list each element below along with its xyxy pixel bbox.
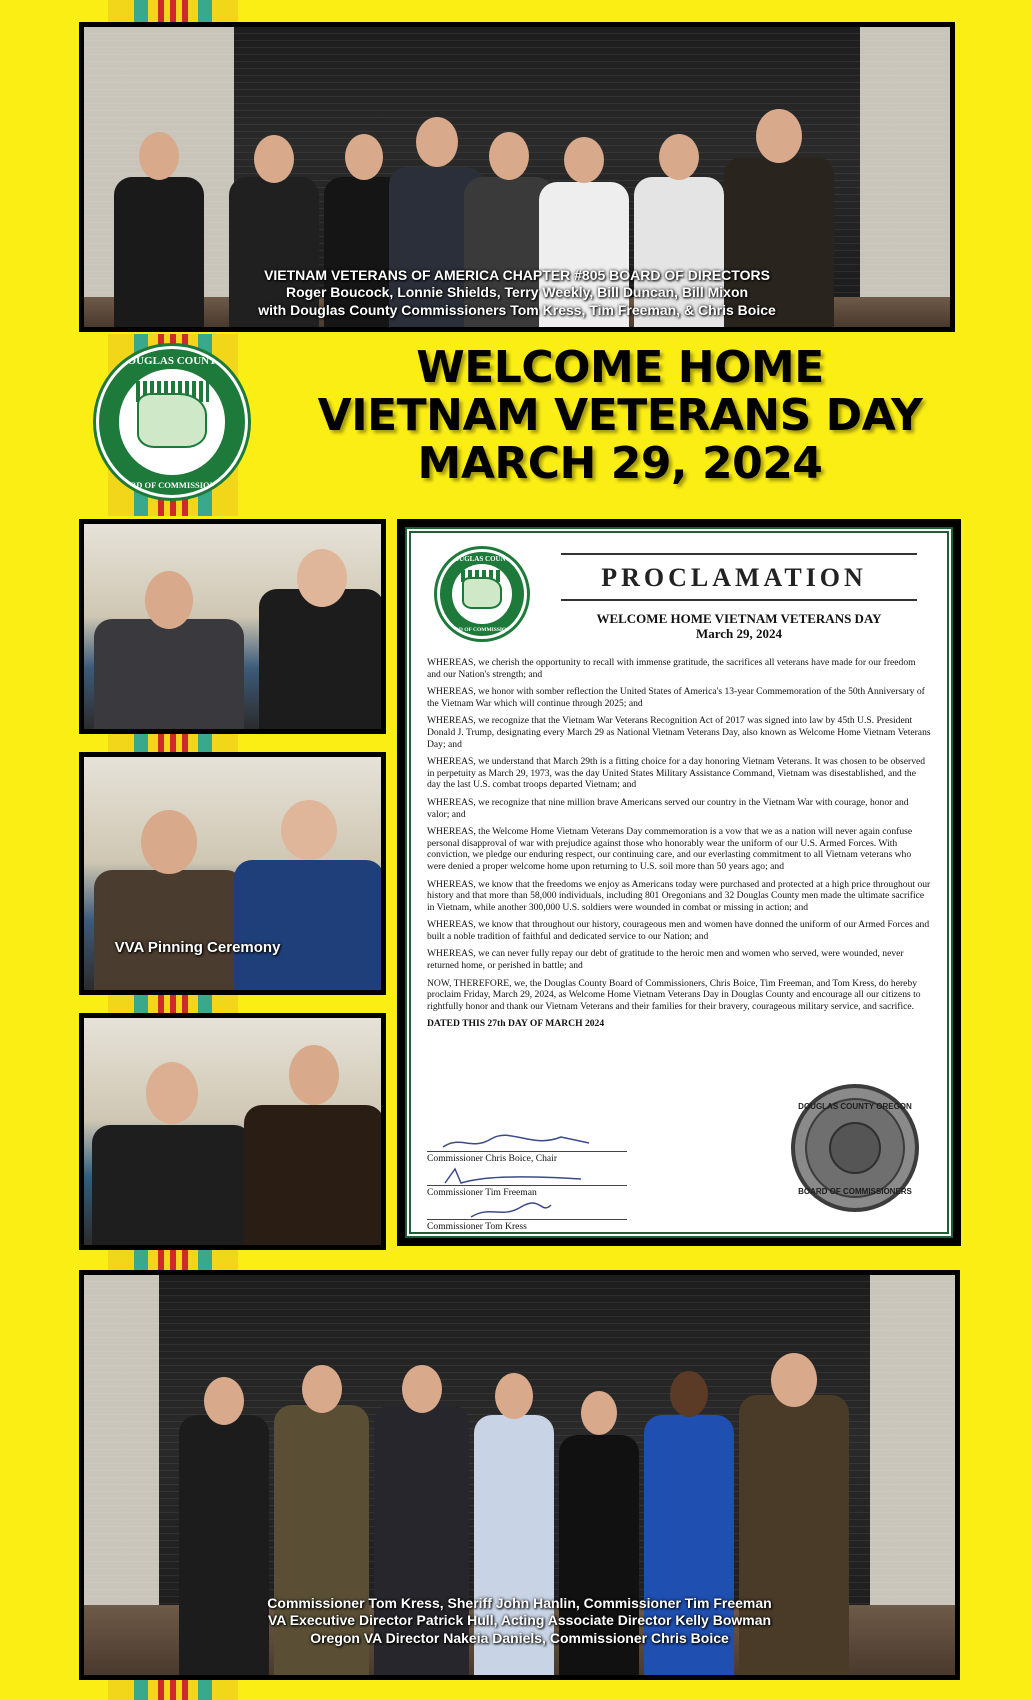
officials-caption-line-2: VA Executive Director Patrick Hull, Acting Associate Director Kelly Bowman — [267, 1612, 772, 1628]
headline-line-2: VIETNAM VETERANS DAY — [317, 390, 923, 441]
proclamation-paragraph: WHEREAS, the Welcome Home Vietnam Veterans Day commemoration is a vow that we as a nation will never again confuse personal disapproval of war with prejudice against those who honorably wear the uniform of our U.S. Armed Forces. With conviction, we pledge our enduring respect, our continuing care, and our everlasting commitment to all Vietnam veterans who were denied a proper welcome home upon returning to U.S. soil more than 50 years ago; and — [427, 826, 913, 872]
board-caption-line-2: Roger Boucock, Lonnie Shields, Terry Weekly, Bill Duncan, Bill Mixon — [285, 284, 749, 300]
proclamation-county-seal — [437, 549, 527, 639]
procl-seal-bottom-text: BOARD OF COMMISSIONERS — [442, 627, 522, 633]
board-caption-line-3: with Douglas County Commissioners Tom Kress, Tim Freeman, & Chris Boice — [258, 301, 776, 318]
officials-caption-line-1: Commissioner Tom Kress, Sheriff John Hanlin, Commissioner Tim Freeman — [267, 1594, 772, 1611]
douglas-county-seal — [96, 346, 248, 498]
ribbon-gap-3 — [108, 1250, 248, 1270]
proclamation-frame — [397, 519, 961, 1246]
proclamation-paragraph: WHEREAS, we know that throughout our history, courageous men and women have donned the uniform of our Armed Forces and built a noble tradition of faithful and dedicated service to our Nation; and — [427, 919, 930, 942]
proclamation-paragraph: WHEREAS, we recognize that nine million brave Americans served our country in the Vietnam War with courage, honor and valor; and — [427, 796, 909, 820]
proclamation-paragraph: NOW, THEREFORE, we, the Douglas County Board of Commissioners, Chris Boice, Tim Freeman, and Tom Kress, do hereby proclaim Friday, March 29, 2024, as Welcome Home Vietnam Veterans Day in Douglas County and encourage all our citizens to rightfully honor and thank our Vietnam Veterans and their families for their bravery, courageous military service, and sacrifice. — [427, 977, 921, 1012]
pinning-photo-2 — [79, 752, 386, 995]
officials-group-photo — [79, 1270, 960, 1680]
proclamation-paragraph: WHEREAS, we recognize that the Vietnam War Veterans Recognition Act of 2017 was signed into law by 45th U.S. President Donald J. Trump, designating every March 29 as National Vietnam Veterans Day, also known as Welcome Home Vietnam Veterans Day; and — [427, 715, 931, 750]
proclamation-paragraph: WHEREAS, we cherish the opportunity to recall with immense gratitude, the sacrifices all veterans have made for our freedom and our Nation's strength; and — [427, 657, 916, 680]
board-of-directors-photo — [79, 22, 955, 332]
proclamation-document — [405, 527, 953, 1238]
signature-scrawl-1 — [441, 1133, 591, 1151]
signature-freeman: Commissioner Tim Freeman — [427, 1185, 627, 1198]
proclamation-paragraph: WHEREAS, we honor with somber reflection the United States of America's 13-year Commemoration of the 50th Anniversary of the Vietnam War which will continue through 2025; and — [427, 686, 925, 709]
pinning-photo-3 — [79, 1013, 386, 1250]
signature-kress: Commissioner Tom Kress — [427, 1219, 627, 1232]
proclamation-dated: DATED THIS 27th DAY OF MARCH 2024 — [427, 1018, 605, 1030]
proclamation-paragraph: WHEREAS, we know that the freedoms we enjoy as Americans today were purchased and protected at a high price throughout our history and that more than 58,000 individuals, including 801 Oregonians and 32 Douglas County men made the ultimate sacrifice in Vietnam, while another 300,000 U.S. soldiers were wounded in combat or missing in action; and — [427, 878, 931, 913]
pinning-photo-1 — [79, 519, 386, 734]
page-title — [260, 344, 980, 488]
officials-photo-caption — [84, 1595, 955, 1648]
proclamation-subtitle — [561, 611, 917, 641]
headline-line-1: WELCOME HOME — [416, 342, 824, 393]
big-seal-top-text: DOUGLAS COUNTY OREGON — [798, 1102, 912, 1111]
signature-scrawl-3 — [441, 1201, 591, 1219]
ribbon-top — [108, 0, 248, 22]
proclamation-body — [427, 657, 931, 1036]
signature-scrawl-2 — [441, 1167, 591, 1185]
proclamation-subtitle-text: WELCOME HOME VIETNAM VETERANS DAY — [596, 611, 882, 626]
board-photo-caption — [84, 267, 950, 320]
ribbon-gap-1 — [108, 734, 248, 752]
oregon-county-seal — [791, 1084, 919, 1212]
seal-bottom-text: BOARD OF COMMISSIONERS — [111, 480, 233, 490]
proclamation-title: PROCLAMATION — [601, 563, 867, 592]
big-seal-bottom-text: BOARD OF COMMISSIONERS — [798, 1187, 912, 1196]
seal-top-text: DOUGLAS COUNTY — [119, 355, 225, 367]
officials-caption-line-3: Oregon VA Director Nakeia Daniels, Commissioner Chris Boice — [310, 1629, 729, 1646]
proclamation-paragraph: WHEREAS, we understand that March 29th is a fitting choice for a day honoring Vietnam Veterans. It was chosen to be observed in perpetuity as March 29, 1973, was the day United States Military Assistance Command, Vietnam was disestablished, and the day the last U.S. combat troops departed Vietnam; and — [427, 756, 926, 791]
headline-line-3: MARCH 29, 2024 — [417, 438, 823, 489]
proclamation-date: March 29, 2024 — [695, 626, 783, 641]
proclamation-paragraph: WHEREAS, we can never fully repay our debt of gratitude to the heroic men and women who served, were wounded, never returned home, or perished in battle; and — [427, 948, 904, 972]
signature-chair: Commissioner Chris Boice, Chair — [427, 1151, 627, 1164]
ribbon-gap-2 — [108, 995, 248, 1013]
board-caption-line-1: VIETNAM VETERANS OF AMERICA CHAPTER #805 BOARD OF DIRECTORS — [264, 266, 770, 283]
procl-seal-top-text: DOUGLAS COUNTY — [448, 555, 516, 563]
ribbon-bottom — [108, 1680, 248, 1700]
pinning-caption: VVA Pinning Ceremony — [114, 939, 281, 956]
